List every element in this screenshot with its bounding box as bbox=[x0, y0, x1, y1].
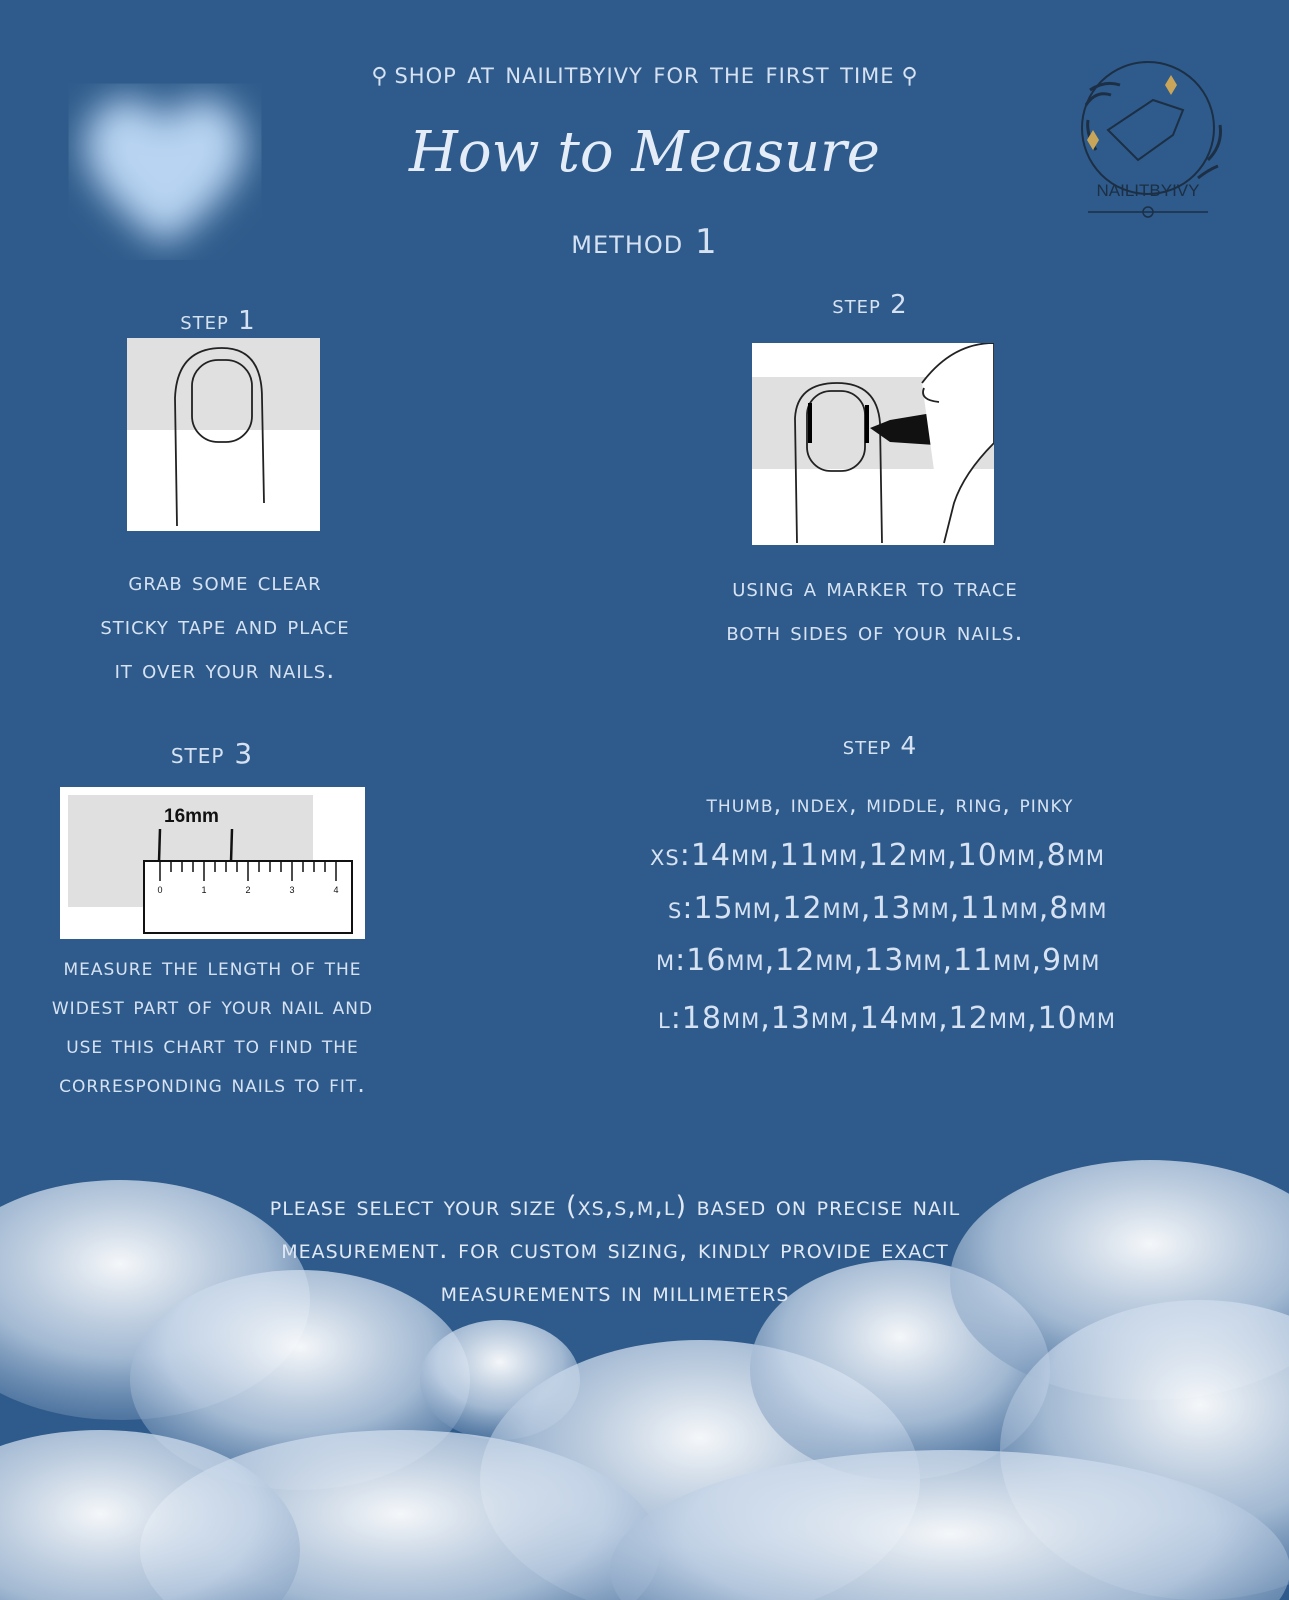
page-title: How to Measure bbox=[409, 120, 880, 185]
ruler-tick-label: 2 bbox=[245, 885, 251, 895]
size-row-l: l:18mm,13mm,14mm,12mm,10mm bbox=[658, 1001, 1117, 1036]
step2-illustration bbox=[752, 343, 994, 545]
logo-icon bbox=[1068, 50, 1248, 230]
banner-text: shop at nailitbyivy for the first time bbox=[394, 56, 895, 91]
step2-description bbox=[640, 566, 1110, 654]
step1-description bbox=[10, 560, 440, 692]
text-line: both sides of your nails. bbox=[726, 617, 1024, 647]
text-line: corresponding nails to fit. bbox=[59, 1070, 366, 1098]
ruler-tick-label: 0 bbox=[157, 885, 163, 895]
ruler-icon bbox=[60, 787, 365, 939]
step1-illustration bbox=[127, 338, 320, 531]
step3-description bbox=[0, 948, 425, 1104]
size-row-m: m:16mm,12mm,13mm,11mm,9mm bbox=[656, 943, 1101, 978]
finger-order: thumb, index, middle, ring, pinky bbox=[706, 790, 1074, 818]
step3-illustration bbox=[60, 787, 365, 939]
ruler-measurement-label: 16mm bbox=[164, 806, 219, 827]
ruler-tick-label: 4 bbox=[333, 885, 339, 895]
ruler-tick-label: 1 bbox=[201, 885, 207, 895]
text-line: measure the length of the bbox=[63, 953, 362, 981]
logo-text: NAILITBYIVY bbox=[1096, 181, 1200, 200]
step3-label: step 3 bbox=[170, 737, 254, 770]
step1-label: step 1 bbox=[180, 306, 256, 336]
brand-logo bbox=[1068, 50, 1248, 230]
text-line: sticky tape and place bbox=[100, 611, 350, 641]
step4-label: step 4 bbox=[842, 731, 918, 760]
footer-note bbox=[150, 1185, 1080, 1314]
size-row-xs: xs:14mm,11mm,12mm,10mm,8mm bbox=[650, 838, 1105, 873]
text-line: grab some clear bbox=[128, 567, 322, 597]
bubble-icon: ⚲ bbox=[894, 64, 918, 89]
marker-trace-icon bbox=[752, 343, 994, 545]
text-line: measurement. for custom sizing, kindly provide exact bbox=[281, 1234, 949, 1265]
step2-label: step 2 bbox=[832, 290, 908, 320]
bubble-icon: ⚲ bbox=[371, 64, 395, 89]
finger-tape-icon bbox=[127, 338, 320, 531]
text-line: widest part of your nail and bbox=[51, 992, 374, 1020]
text-line: using a marker to trace bbox=[732, 573, 1018, 603]
text-line: use this chart to find the bbox=[66, 1031, 359, 1059]
text-line: it over your nails. bbox=[114, 655, 336, 685]
text-line: please select your size (xs,s,m,l) based on precise nail bbox=[269, 1191, 961, 1222]
text-line: measurements in millimeters bbox=[440, 1277, 790, 1308]
size-row-s: s:15mm,12mm,13mm,11mm,8mm bbox=[668, 891, 1108, 926]
method-heading: method 1 bbox=[571, 222, 718, 262]
ruler-tick-label: 3 bbox=[289, 885, 295, 895]
